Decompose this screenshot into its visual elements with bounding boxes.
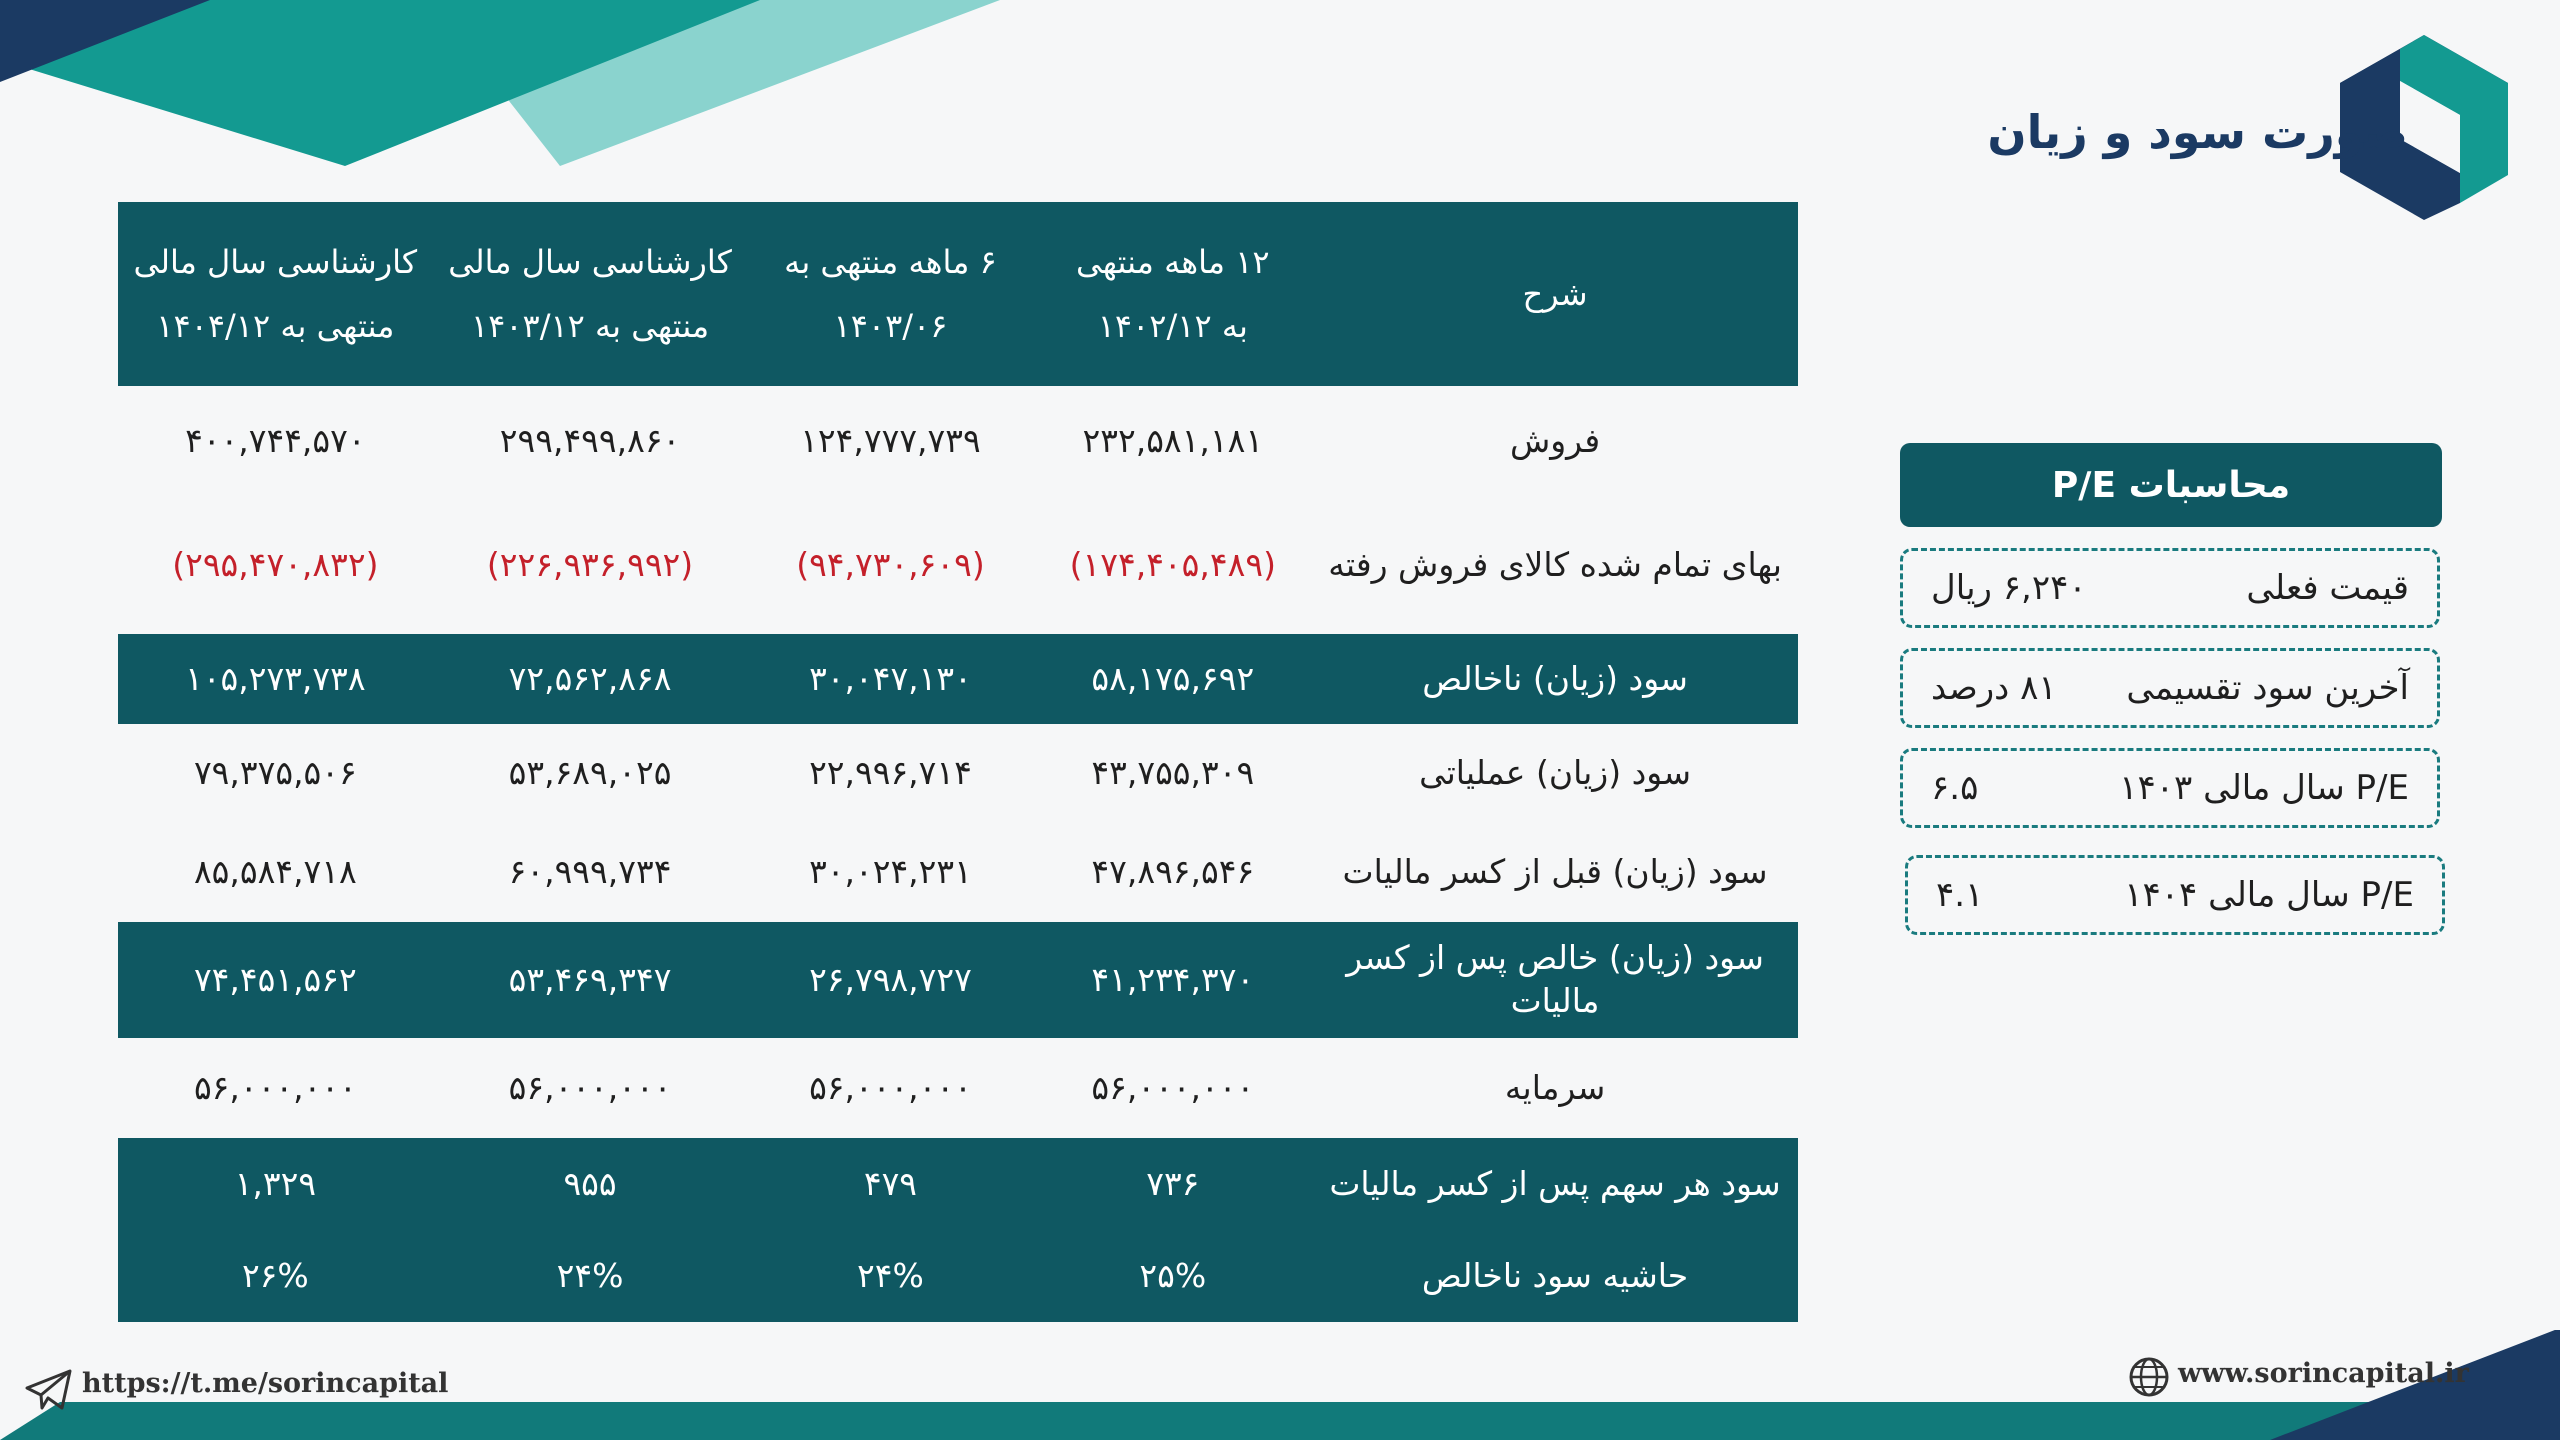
page-title: صورت سود و زیان: [1987, 105, 2408, 159]
header-col-1-line-2: به ۱۴۰۲/۱۲: [1097, 307, 1248, 345]
row-label: فروش: [1509, 420, 1601, 460]
row-value: ۲۶%: [241, 1255, 309, 1295]
website-link[interactable]: www.sorincapital.ir: [2178, 1358, 2469, 1389]
header-decoration: [0, 0, 1000, 170]
header-col-2-line-2: ۱۴۰۳/۰۶: [833, 307, 948, 345]
row-label: سود (زیان) قبل از کسر مالیات: [1342, 851, 1768, 891]
row-value: ۶۰,۹۹۹,۷۳۴: [508, 851, 672, 891]
row-value: ۷۳۶: [1146, 1163, 1200, 1203]
header-col-4-line-2: منتهی به ۱۴۰۴/۱۲: [156, 307, 395, 345]
header-col-1: [1034, 230, 1313, 358]
row-value: ۱۲۴,۷۷۷,۷۳۹: [800, 420, 981, 460]
row-value: ۴۷,۸۹۶,۵۴۶: [1091, 851, 1255, 891]
row-value: (۲۹۵,۴۷۰,۸۳۲): [172, 544, 379, 584]
pe-item-label: P/E سال مالی ۱۴۰۴: [2124, 875, 2414, 915]
row-value: ۴۷۹: [863, 1163, 918, 1203]
header-col-3-line-2: منتهی به ۱۴۰۳/۱۲: [470, 307, 710, 345]
row-value: ۵۶,۰۰۰,۰۰۰: [1091, 1067, 1255, 1107]
table-row: [118, 1138, 1798, 1230]
pe-panel-title: محاسبات P/E: [1900, 443, 2442, 527]
table-row: [118, 496, 1798, 634]
row-value: ۷۲,۵۶۲,۸۶۸: [508, 658, 672, 698]
row-value: ۵۶,۰۰۰,۰۰۰: [193, 1067, 357, 1107]
row-label: حاشیه سود ناخالص: [1421, 1255, 1689, 1295]
pe-item-label: قیمت فعلی: [2246, 568, 2409, 608]
pe-item-1403: [1900, 748, 2440, 828]
row-value: ۲۶,۷۹۸,۷۲۷: [809, 959, 972, 999]
row-value: ۲۹۹,۴۹۹,۸۶۰: [499, 420, 681, 460]
table-row: [118, 922, 1798, 1038]
header-col-4: [118, 230, 433, 358]
pe-item-current-price: [1900, 548, 2440, 628]
row-value: ۴۱,۲۳۴,۳۷۰: [1091, 959, 1255, 999]
pe-item-1404: [1905, 855, 2445, 935]
telegram-link[interactable]: https://t.me/sorincapital: [82, 1368, 449, 1399]
row-value: ۴۰۰,۷۴۴,۵۷۰: [185, 420, 366, 460]
row-value: ۵۳,۶۸۹,۰۲۵: [508, 752, 672, 792]
pe-item-label: P/E سال مالی ۱۴۰۳: [2119, 768, 2409, 808]
row-value: (۱۷۴,۴۰۵,۴۸۹): [1069, 544, 1276, 584]
row-label: سود (زیان) عملیاتی: [1419, 752, 1692, 792]
row-value: ۹۵۵: [563, 1163, 617, 1203]
row-label: سرمایه: [1504, 1067, 1606, 1107]
header-col-1-line-1: ۱۲ ماهه منتهی: [1076, 243, 1270, 281]
pe-item-label: آخرین سود تقسیمی: [2126, 668, 2409, 708]
table-row: [118, 1038, 1798, 1138]
row-label: سود (زیان) ناخالص: [1422, 658, 1688, 698]
row-value: ۳۰,۰۴۷,۱۳۰: [809, 658, 972, 698]
row-value: ۵۸,۱۷۵,۶۹۲: [1091, 658, 1255, 698]
header-col-4-line-1: کارشناسی سال مالی: [133, 243, 418, 281]
row-value: ۷۹,۳۷۵,۵۰۶: [193, 752, 357, 792]
header-desc: شرح: [1522, 275, 1588, 313]
row-value: ۲۵%: [1139, 1255, 1207, 1295]
row-value: ۳۰,۰۲۴,۲۳۱: [809, 851, 972, 891]
table-row: [118, 724, 1798, 822]
header-col-3-line-1: کارشناسی سال مالی: [448, 243, 732, 281]
table-header: [118, 202, 1798, 386]
globe-icon: [2128, 1356, 2170, 1398]
row-value: ۱,۳۲۹: [234, 1163, 317, 1203]
table-row: [118, 634, 1798, 724]
pe-item-value: ۶,۲۴۰ ریال: [1931, 568, 2087, 608]
row-value: ۵۶,۰۰۰,۰۰۰: [809, 1067, 972, 1107]
row-value: ۲۳۲,۵۸۱,۱۸۱: [1082, 420, 1264, 460]
row-value: ۷۴,۴۵۱,۵۶۲: [193, 959, 357, 999]
row-value: ۲۴%: [556, 1255, 624, 1295]
pe-item-value: ۸۱ درصد: [1931, 668, 2057, 708]
row-value: ۱۰۵,۲۷۳,۷۳۸: [185, 658, 366, 698]
row-value: (۲۲۶,۹۳۶,۹۹۲): [486, 544, 694, 584]
header-col-2: [747, 230, 1033, 358]
row-label: سود هر سهم پس از کسر مالیات: [1329, 1163, 1781, 1203]
row-value: ۵۶,۰۰۰,۰۰۰: [508, 1067, 672, 1107]
pe-item-value: ۴.۱: [1936, 875, 1984, 915]
row-label: سود (زیان) خالص پس از کسر مالیات: [1346, 938, 1764, 1020]
page-title-wrap: [1808, 92, 2408, 172]
header-col-3: [433, 230, 748, 358]
row-value: ۲۲,۹۹۶,۷۱۴: [809, 752, 972, 792]
pe-item-value: ۶.۵: [1931, 768, 1979, 808]
table-row: [118, 1230, 1798, 1322]
row-value: ۵۳,۴۶۹,۳۴۷: [508, 959, 672, 999]
row-value: ۴۳,۷۵۵,۳۰۹: [1091, 752, 1255, 792]
header-col-2-line-1: ۶ ماهه منتهی به: [784, 243, 997, 281]
pe-item-last-dividend: [1900, 648, 2440, 728]
table-row: [118, 386, 1798, 496]
table-row: [118, 822, 1798, 922]
row-value: ۲۴%: [857, 1255, 924, 1295]
row-value: ۸۵,۵۸۴,۷۱۸: [193, 851, 357, 891]
telegram-icon: [24, 1368, 74, 1412]
income-statement-table: [118, 202, 1798, 1322]
row-value: (۹۴,۷۳۰,۶۰۹): [796, 544, 985, 584]
row-label: بهای تمام شده کالای فروش رفته: [1328, 544, 1782, 584]
